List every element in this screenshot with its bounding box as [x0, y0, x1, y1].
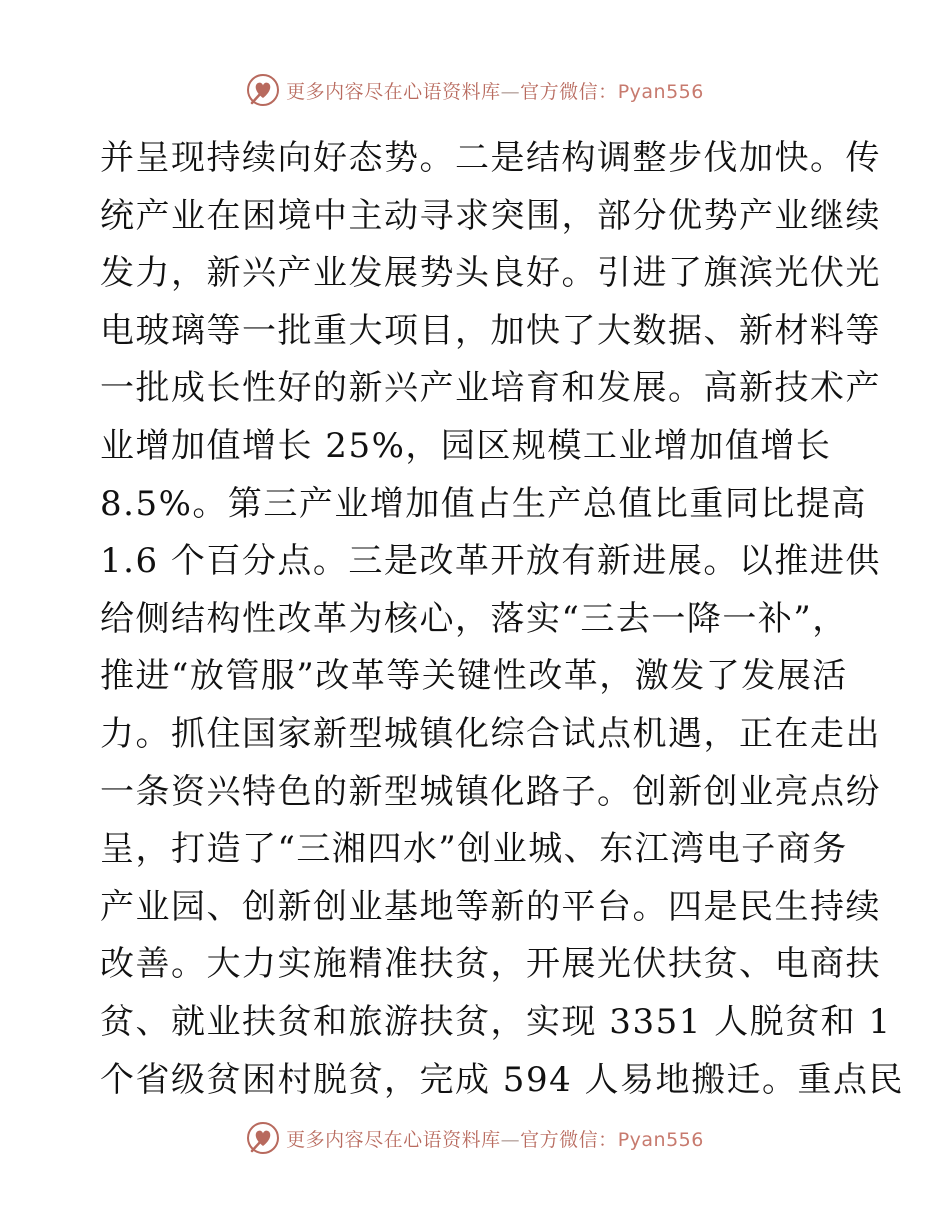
banner-text [286, 77, 704, 104]
body-line: 业增加值增长 25%，园区规模工业增加值增长 [100, 425, 832, 466]
footer-banner [0, 1118, 950, 1158]
body-line: 改善。大力实施精准扶贫，开展光伏扶贫、电商扶 [100, 944, 881, 985]
body-line: 产业园、创新创业基地等新的平台。四是民生持续 [100, 886, 881, 927]
banner-main-text: 更多内容尽在心语资料库 [286, 1128, 501, 1151]
body-line: 发力，新兴产业发展势头良好。引进了旗滨光伏光 [100, 253, 881, 294]
body-line: 力。抓住国家新型城镇化综合试点机遇，正在走出 [100, 713, 881, 754]
pen-heart-logo-icon [246, 73, 280, 107]
body-line: 个省级贫困村脱贫，完成 594 人易地搬迁。重点民 [100, 1059, 905, 1100]
body-line: 一条资兴特色的新型城镇化路子。创新创业亮点纷 [100, 771, 881, 812]
body-line: 推进“放管服”改革等关键性改革，激发了发展活 [100, 656, 848, 697]
banner-official-label: 官方微信： [520, 80, 618, 103]
banner-text [286, 1125, 704, 1152]
body-line: 给侧结构性改革为核心，落实“三去一降一补”， [100, 598, 848, 639]
body-line: 贫、就业扶贫和旅游扶贫，实现 3351 人脱贫和 1 [100, 1001, 892, 1042]
body-line: 并呈现持续向好态势。二是结构调整步伐加快。传 [100, 138, 881, 178]
banner-main-text: 更多内容尽在心语资料库 [286, 80, 501, 103]
body-line: 电玻璃等一批重大项目，加快了大数据、新材料等 [100, 310, 881, 351]
header-banner [0, 70, 950, 110]
body-line: 一批成长性好的新兴产业培育和发展。高新技术产 [100, 368, 881, 409]
banner-official-label: 官方微信： [520, 1128, 618, 1151]
banner-separator: — [500, 80, 521, 103]
pen-heart-logo-icon [246, 1121, 280, 1155]
body-line: 统产业在困境中主动寻求突围，部分优势产业继续 [100, 195, 881, 236]
body-line: 8.5%。第三产业增加值占生产总值比重同比提高 [100, 483, 867, 524]
banner-wechat-handle: Pyan556 [617, 1128, 704, 1151]
body-line: 呈，打造了“三湘四水”创业城、东江湾电子商务 [100, 829, 848, 870]
banner-wechat-handle: Pyan556 [617, 80, 704, 103]
banner-separator: — [500, 1128, 521, 1151]
document-body [100, 130, 905, 1109]
body-line: 1.6 个百分点。三是改革开放有新进展。以推进供 [100, 541, 881, 582]
